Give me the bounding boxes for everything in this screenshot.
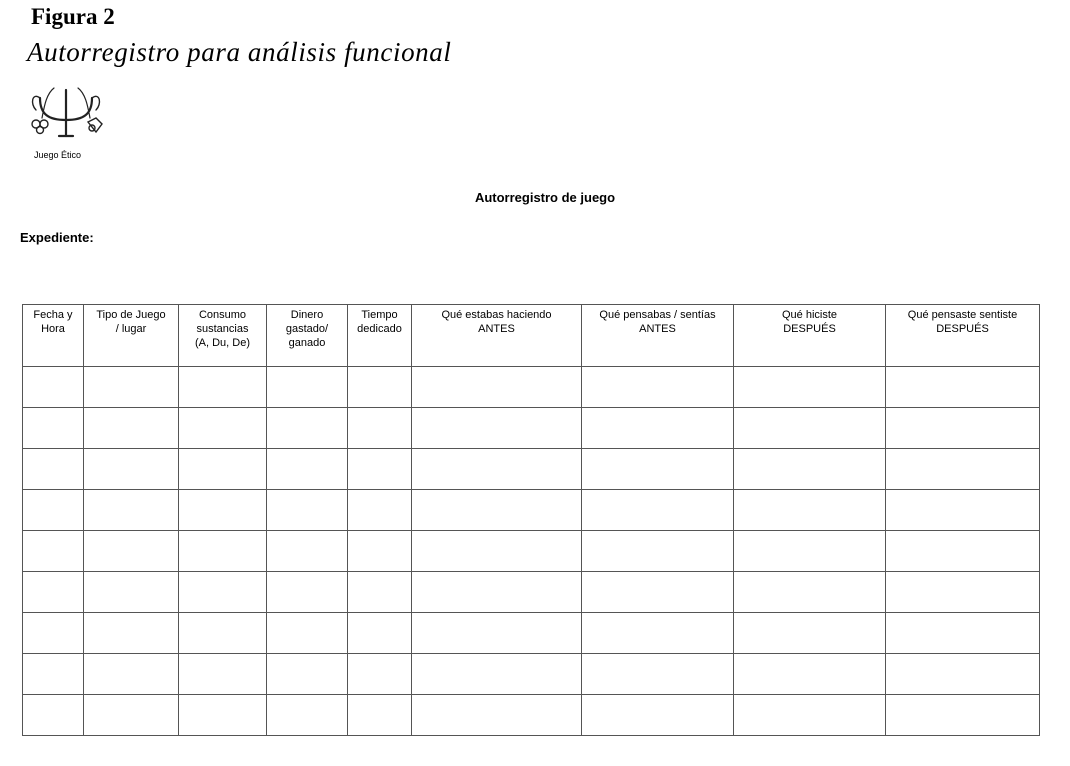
table-cell xyxy=(734,531,886,572)
table-cell xyxy=(734,572,886,613)
table-row xyxy=(23,490,1040,531)
table-cell xyxy=(886,367,1040,408)
form-title: Autorregistro de juego xyxy=(474,190,616,205)
table-cell xyxy=(886,695,1040,736)
table-cell xyxy=(267,531,348,572)
table-cell xyxy=(179,654,267,695)
table-cell xyxy=(886,531,1040,572)
table-cell xyxy=(84,654,179,695)
table-cell xyxy=(734,695,886,736)
table-cell xyxy=(886,572,1040,613)
table-cell xyxy=(23,367,84,408)
table-cell xyxy=(23,572,84,613)
table-cell xyxy=(267,572,348,613)
table-cell xyxy=(179,613,267,654)
table-cell xyxy=(348,408,412,449)
table-cell xyxy=(886,490,1040,531)
table-cell xyxy=(348,490,412,531)
table-cell xyxy=(267,408,348,449)
table-cell xyxy=(179,408,267,449)
column-header-pensaste-despues: Qué pensaste sentiste DESPUÉS xyxy=(886,305,1040,367)
table-cell xyxy=(412,408,582,449)
column-header-haciendo-antes: Qué estabas haciendo ANTES xyxy=(412,305,582,367)
table-row xyxy=(23,531,1040,572)
table-cell xyxy=(348,367,412,408)
table-cell xyxy=(886,449,1040,490)
table-cell xyxy=(84,531,179,572)
table-cell xyxy=(84,490,179,531)
table-cell xyxy=(348,572,412,613)
expediente-label: Expediente: xyxy=(20,230,94,245)
psi-logo-icon xyxy=(26,84,106,144)
table-cell xyxy=(267,449,348,490)
table-cell xyxy=(23,613,84,654)
table-cell xyxy=(84,408,179,449)
table-cell xyxy=(23,449,84,490)
table-cell xyxy=(84,572,179,613)
table-cell xyxy=(582,531,734,572)
table-cell xyxy=(412,531,582,572)
table-cell xyxy=(179,695,267,736)
table-cell xyxy=(412,490,582,531)
table-cell xyxy=(267,654,348,695)
column-header-tipo-juego: Tipo de Juego / lugar xyxy=(84,305,179,367)
table-cell xyxy=(412,695,582,736)
table-cell xyxy=(348,613,412,654)
table-cell xyxy=(179,367,267,408)
column-header-consumo: Consumo sustancias (A, Du, De) xyxy=(179,305,267,367)
table-header-row xyxy=(23,305,1040,367)
table-cell xyxy=(582,449,734,490)
table-cell xyxy=(734,449,886,490)
column-header-pensabas-antes: Qué pensabas / sentías ANTES xyxy=(582,305,734,367)
table-cell xyxy=(412,367,582,408)
table-row xyxy=(23,613,1040,654)
table-cell xyxy=(582,695,734,736)
table-cell xyxy=(84,613,179,654)
table-cell xyxy=(582,613,734,654)
table-cell xyxy=(582,408,734,449)
table-cell xyxy=(348,531,412,572)
table-cell xyxy=(412,572,582,613)
logo-caption: Juego Ético xyxy=(34,150,82,160)
table-cell xyxy=(348,449,412,490)
table-cell xyxy=(267,695,348,736)
table-cell xyxy=(84,367,179,408)
table-cell xyxy=(23,490,84,531)
table-cell xyxy=(886,613,1040,654)
table-row xyxy=(23,449,1040,490)
table-cell xyxy=(23,531,84,572)
table-cell xyxy=(734,408,886,449)
column-header-dinero: Dinero gastado/ ganado xyxy=(267,305,348,367)
table-cell xyxy=(179,449,267,490)
table-cell xyxy=(886,654,1040,695)
table-cell xyxy=(582,367,734,408)
table-row xyxy=(23,572,1040,613)
table-cell xyxy=(348,695,412,736)
table-cell xyxy=(267,367,348,408)
table-cell xyxy=(23,408,84,449)
table-cell xyxy=(23,695,84,736)
table-cell xyxy=(84,449,179,490)
self-register-table xyxy=(22,304,1040,736)
table-cell xyxy=(412,613,582,654)
table-cell xyxy=(267,490,348,531)
table-cell xyxy=(412,449,582,490)
table-row xyxy=(23,367,1040,408)
table-row xyxy=(23,408,1040,449)
table-cell xyxy=(179,572,267,613)
table-cell xyxy=(179,531,267,572)
table-cell xyxy=(348,654,412,695)
table-cell xyxy=(412,654,582,695)
table-cell xyxy=(23,654,84,695)
table-row xyxy=(23,654,1040,695)
table-cell xyxy=(734,613,886,654)
table-cell xyxy=(734,367,886,408)
table-cell xyxy=(582,654,734,695)
column-header-fecha-hora: Fecha y Hora xyxy=(23,305,84,367)
column-header-hiciste-despues: Qué hiciste DESPUÉS xyxy=(734,305,886,367)
table-cell xyxy=(179,490,267,531)
table-cell xyxy=(582,572,734,613)
figure-label: Figura 2 xyxy=(31,4,115,29)
table-cell xyxy=(734,490,886,531)
figure-title: Autorregistro para análisis funcional xyxy=(27,37,452,67)
table-cell xyxy=(582,490,734,531)
table-cell xyxy=(734,654,886,695)
table-cell xyxy=(84,695,179,736)
table-cell xyxy=(267,613,348,654)
table-cell xyxy=(886,408,1040,449)
table-row xyxy=(23,695,1040,736)
column-header-tiempo: Tiempo dedicado xyxy=(348,305,412,367)
table-body xyxy=(23,367,1040,736)
